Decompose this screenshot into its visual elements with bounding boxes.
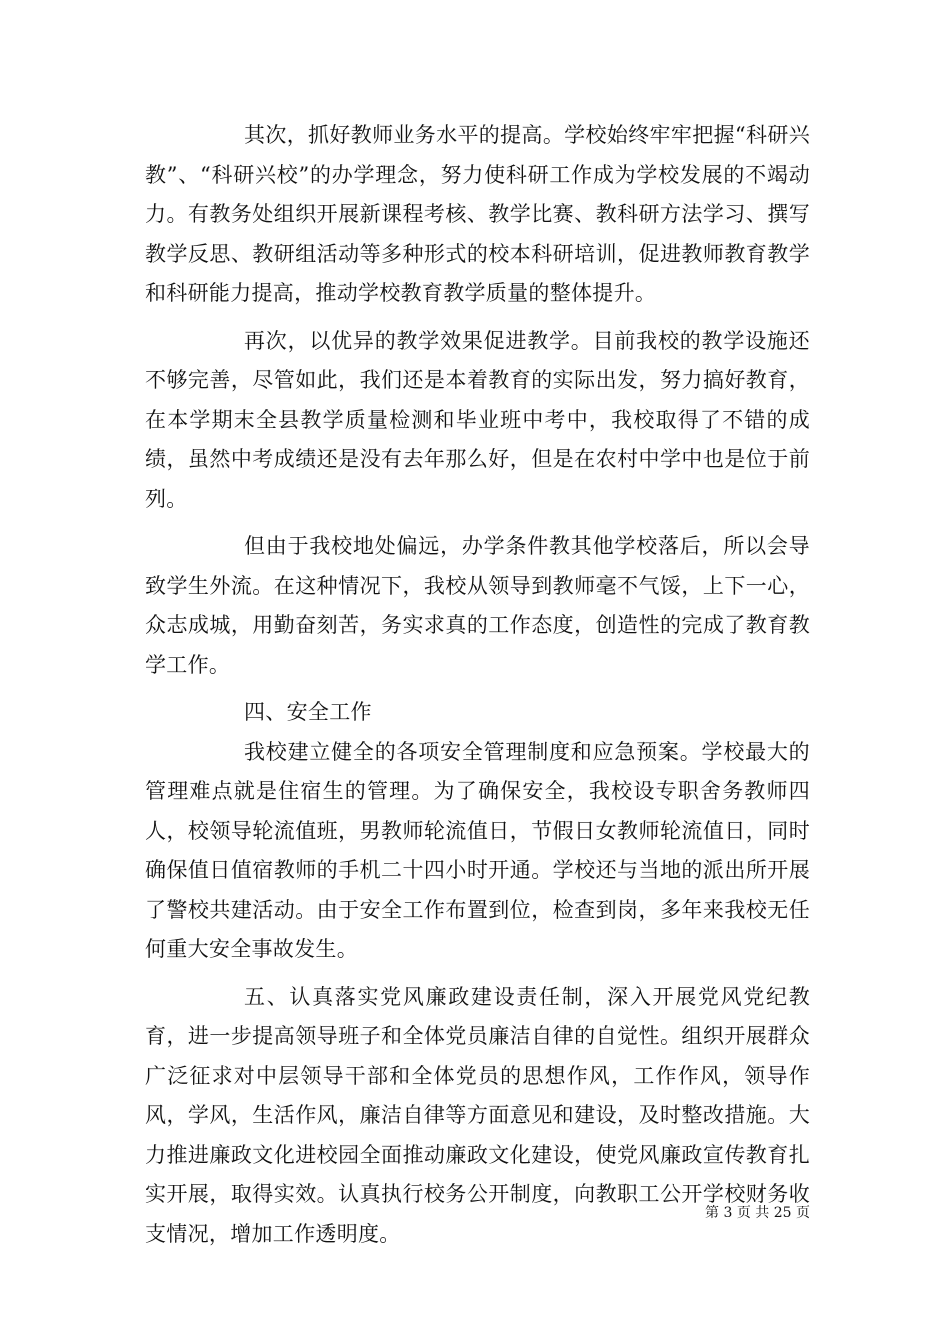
paragraph-party-integrity: 五、认真落实党风廉政建设责任制，深入开展党风党纪教育，进一步提高领导班子和全体党员廉洁自律的自觉性。组织开展群众广泛征求对中层领导干部和全体党员的思想作风，工作作风，领导作风，学风，生活作风，廉洁自律等方面意见和建设，及时整改措施。大力推进廉政文化进校园全面推动廉政文化建设，使党风廉政宣传教育扎实开展，取得实效。认真执行校务公开制度，向教职工公开学校财务收支情况，增加工作透明度。 (145, 984, 810, 1246)
section-heading-safety: 四、安全工作 (244, 700, 372, 724)
paragraph-teaching-results: 再次，以优异的教学效果促进教学。目前我校的教学设施还不够完善，尽管如此，我们还是本着教育的实际出发，努力搞好教育，在本学期末全县教学质量检测和毕业班中考中，我校取得了不错的成绩，虽然中考成绩还是没有去年那么好，但是在农村中学中也是位于前列。 (145, 328, 810, 511)
page-number-footer: 第 3 页 共 25 页 (705, 1205, 810, 1221)
paragraph-safety: 我校建立健全的各项安全管理制度和应急预案。学校最大的管理难点就是住宿生的管理。为了确保安全，我校设专职舍务教师四人，校领导轮流值班，男教师轮流值日，节假日女教师轮流值日，同时确保值日值宿教师的手机二十四小时开通。学校还与当地的派出所开展了警校共建活动。由于安全工作布置到位，检查到岗，多年来我校无任何重大安全事故发生。 (145, 739, 810, 961)
document-body (145, 116, 810, 1262)
paragraph-research: 其次，抓好教师业务水平的提高。学校始终牢牢把握“科研兴教”、“科研兴校”的办学理念，努力使科研工作成为学校发展的不竭动力。有教务处组织开展新课程考核、教学比赛、教科研方法学习、撰写教学反思、教研组活动等多种形式的校本科研培训，促进教师教育教学和科研能力提高，推动学校教育教学质量的整体提升。 (145, 123, 810, 305)
paragraph-remote-conditions: 但由于我校地处偏远，办学条件教其他学校落后，所以会导致学生外流。在这种情况下，我校从领导到教师毫不气馁，上下一心，众志成城，用勤奋刻苦，务实求真的工作态度，创造性的完成了教育教学工作。 (145, 534, 810, 677)
